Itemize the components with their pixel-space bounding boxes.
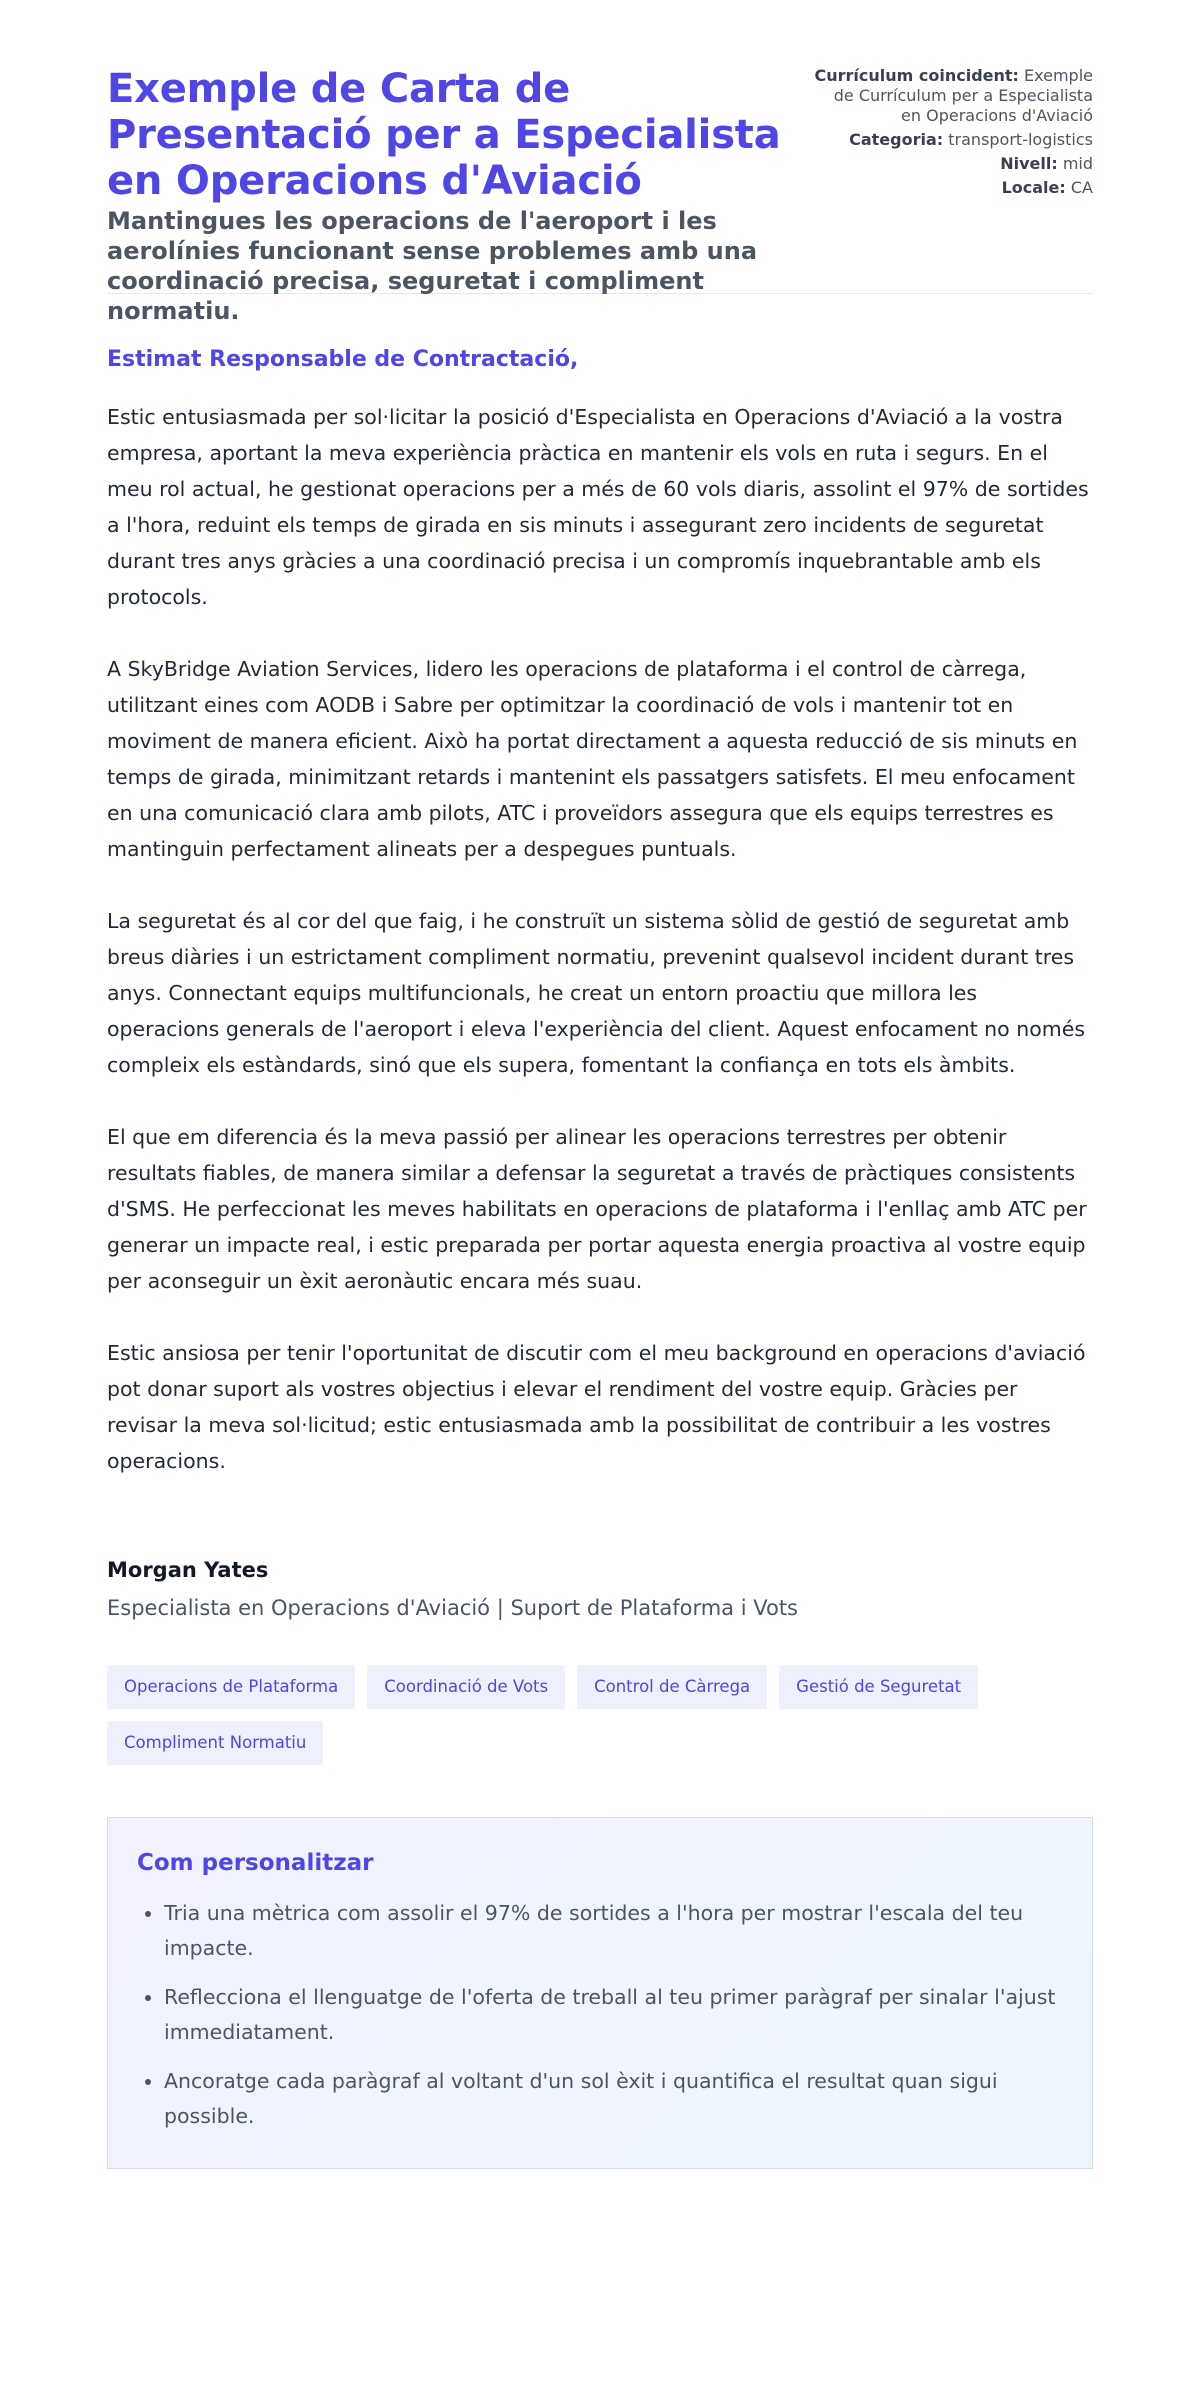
skill-tag: Coordinació de Vots (367, 1665, 565, 1709)
tips-list-item: • Tria una mètrica com assolir el 97% de sortides a l'hora per mostrar l'escala del teu impacte. (164, 1896, 1063, 1966)
meta-locale-label: Locale: (1001, 178, 1066, 197)
meta-level-label: Nivell: (1000, 154, 1058, 173)
customization-tips-box (107, 1817, 1093, 2169)
tips-list-item: • Ancoratge cada paràgraf al voltant d'un sol èxit i quantifica el resultat quan sigui possible. (164, 2064, 1063, 2134)
document-header (107, 0, 1093, 325)
meta-resume-value: Exemple de Currículum per a Especialista en Operacions d'Aviació (833, 66, 1093, 125)
signature-title: Especialista en Operacions d'Aviació | Suport de Plataforma i Vots (107, 1596, 798, 1620)
header-title-block (107, 66, 807, 326)
signature-name: Morgan Yates (107, 1558, 269, 1582)
skill-tags (107, 1665, 1067, 1765)
meta-locale-value: CA (1070, 178, 1093, 197)
letter-body (107, 294, 1093, 2169)
tips-list (137, 1896, 1063, 2134)
letter-paragraph: Estic ansiosa per tenir l'oportunitat de discutir com el meu background en operacions d'aviació pot donar suport als vostres objectius i elevar el rendiment del vostre equip. Gràcies per revisar la meva sol·licitud; estic entusiasmada amb la possibilitat de contribuir a les vostres operacions. (107, 1341, 1086, 1473)
skill-tag: Operacions de Plataforma (107, 1665, 355, 1709)
tips-list-item: • Reflecciona el llenguatge de l'oferta de treball al teu primer paràgraf per sinalar l'ajust immediatament. (164, 1980, 1063, 2050)
letter-paragraph: Estic entusiasmada per sol·licitar la posició d'Especialista en Operacions d'Aviació a la vostra empresa, aportant la meva experiència pràctica en mantenir els vols en ruta i segurs. En el meu rol actual, he gestionat operacions per a més de 60 vols diaris, assolint el 97% de sortides a l'hora, reduint els temps de girada en sis minuts i assegurant zero incidents de seguretat durant tres anys gràcies a una coordinació precisa i un compromís inquebrantable amb els protocols. (107, 405, 1089, 609)
tips-title: Com personalitzar (137, 1850, 374, 1876)
skill-tag: Gestió de Seguretat (779, 1665, 978, 1709)
meta-level (813, 154, 1093, 174)
signature-block (107, 1555, 1093, 1623)
page-title: Exemple de Carta de Presentació per a Especialista en Operacions d'Aviació (107, 66, 781, 204)
meta-locale (813, 178, 1093, 198)
meta-category-value: transport-logistics (948, 130, 1093, 149)
skill-tag: Control de Càrrega (577, 1665, 767, 1709)
meta-resume-label: Currículum coincident: (814, 66, 1019, 85)
page-subtitle: Mantingues les operacions de l'aeroport i les aerolínies funcionant sense problemes amb una coordinació precisa, seguretat i compliment normatiu. (107, 207, 758, 325)
meta-category-label: Categoria: (849, 130, 944, 149)
meta-level-value: mid (1062, 154, 1093, 173)
metadata-panel (813, 66, 1093, 198)
meta-matching-resume (813, 66, 1093, 126)
meta-category (813, 130, 1093, 150)
letter-paragraph: A SkyBridge Aviation Services, lidero les operacions de plataforma i el control de càrrega, utilitzant eines com AODB i Sabre per optimitzar la coordinació de vols i mantenir tot en moviment de manera eficient. Això ha portat directament a aquesta reducció de sis minuts en temps de girada, minimitzant retards i mantenint els passatgers satisfets. El meu enfocament en una comunicació clara amb pilots, ATC i proveïdors assegura que els equips terrestres es mantinguin perfectament alineats per a despegues puntuals. (107, 657, 1078, 861)
letter-paragraph: El que em diferencia és la meva passió per alinear les operacions terrestres per obtenir resultats fiables, de manera similar a defensar la seguretat a través de pràctiques consistents d'SMS. He perfeccionat les meves habilitats en operacions de plataforma i l'enllaç amb ATC per generar un impacte real, i estic preparada per portar aquesta energia proactiva al vostre equip per aconseguir un èxit aeronàutic encara més suau. (107, 1125, 1087, 1293)
skill-tag: Compliment Normatiu (107, 1721, 323, 1765)
letter-paragraph: La seguretat és al cor del que faig, i he construït un sistema sòlid de gestió de seguretat amb breus diàries i un estrictament compliment normatiu, prevenint qualsevol incident durant tres anys. Connectant equips multifuncionals, he creat un entorn proactiu que millora les operacions generals de l'aeroport i eleva l'experiència del client. Aquest enfocament no només compleix els estàndards, sinó que els supera, fomentant la confiança en tots els àmbits. (107, 909, 1085, 1077)
letter-salutation: Estimat Responsable de Contractació, (107, 347, 579, 372)
